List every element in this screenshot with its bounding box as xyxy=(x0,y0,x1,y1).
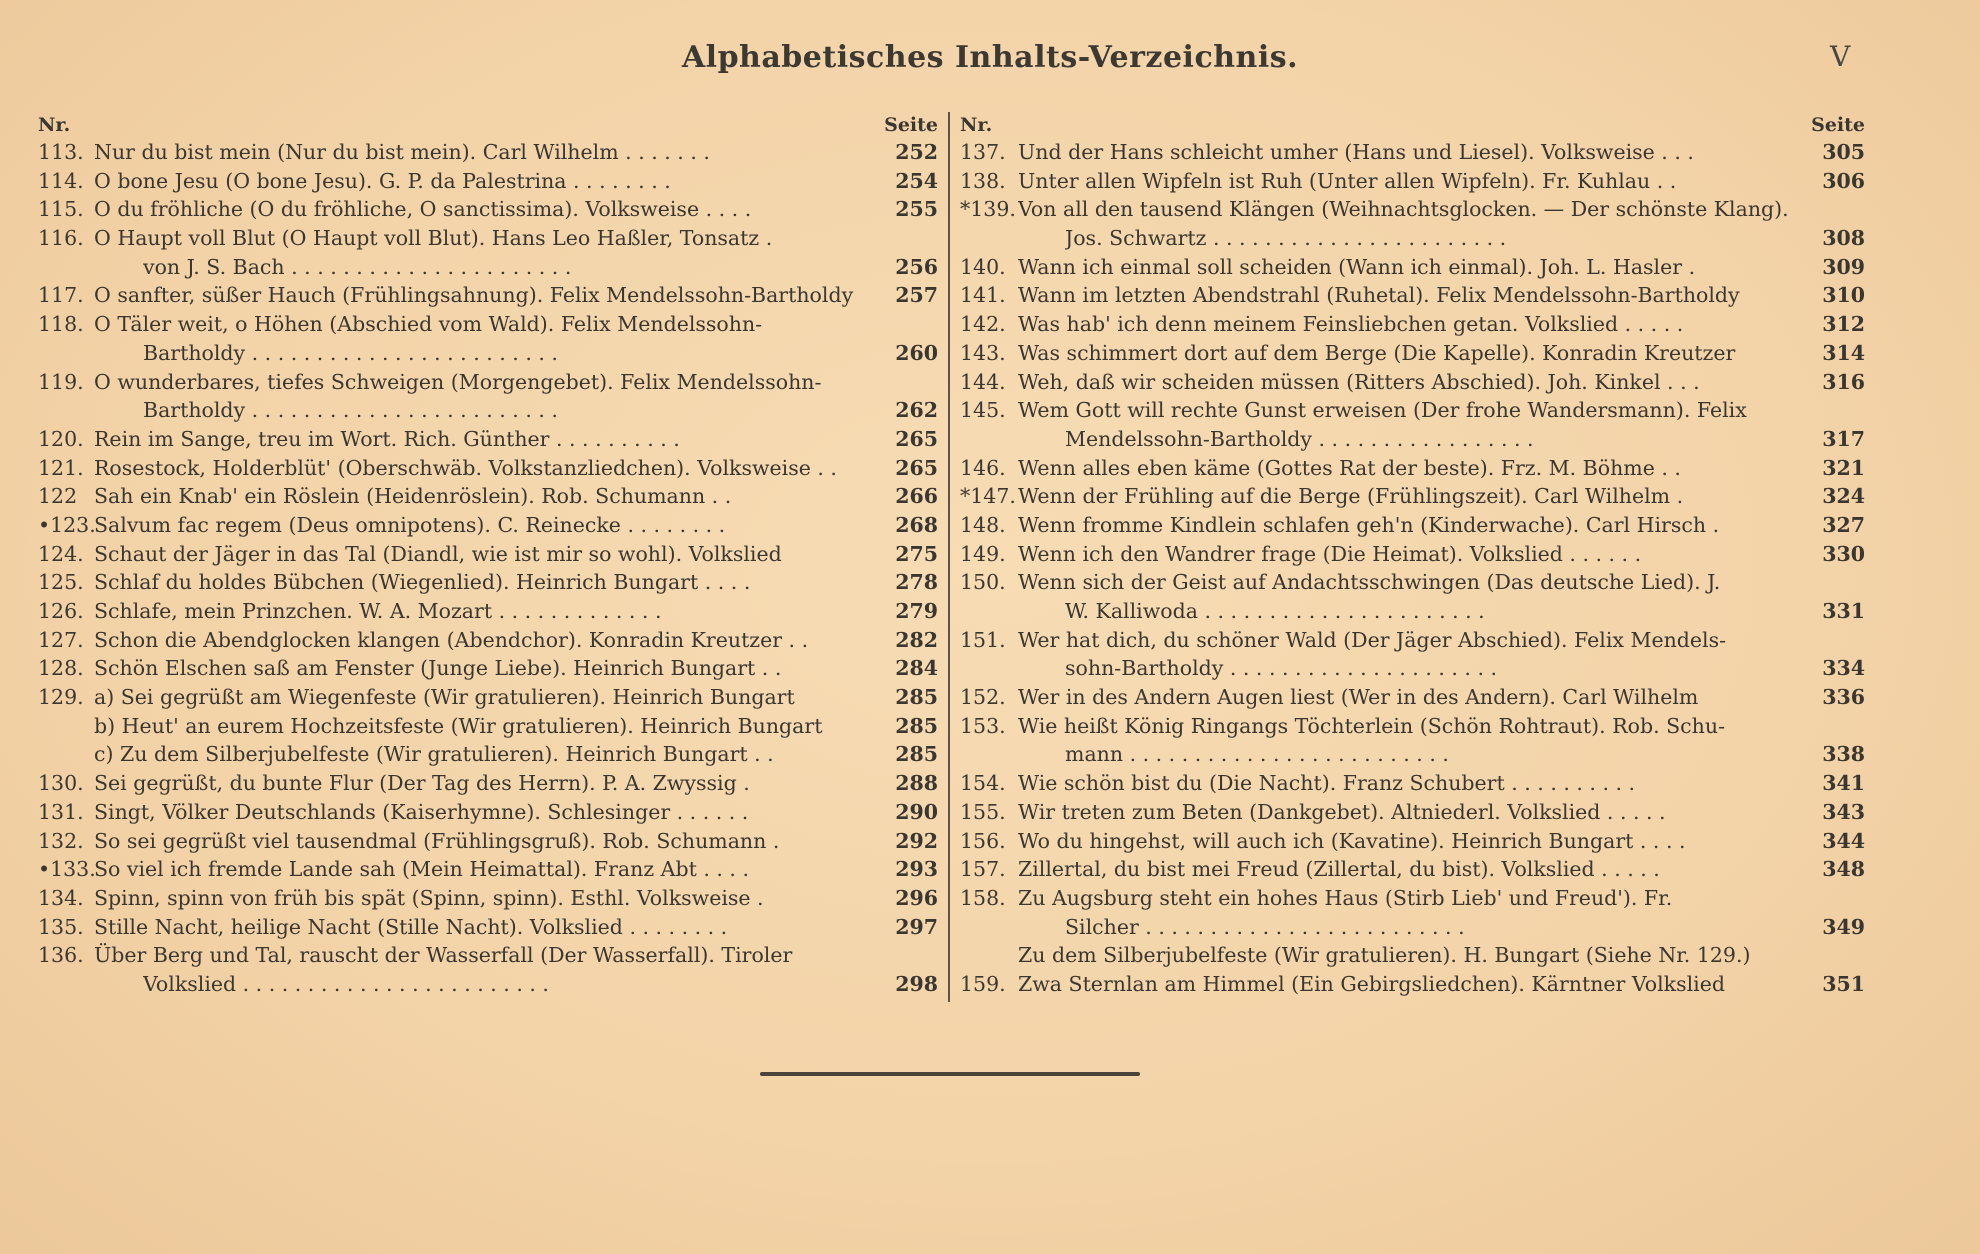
entry-number: 134. xyxy=(38,885,84,910)
index-entry xyxy=(38,195,938,224)
entry-title: O du fröhliche (O du fröhliche, O sanctissima). Volksweise . . . . xyxy=(94,197,752,222)
entry-number: 145. xyxy=(960,398,1006,423)
index-entry xyxy=(38,884,938,913)
entry-title: Was hab' ich denn meinem Feinsliebchen getan. Volkslied . . . . . xyxy=(1018,312,1684,337)
closing-rule xyxy=(760,1072,1140,1076)
entry-number: 119. xyxy=(38,369,84,394)
entry-title: Schlaf du holdes Bübchen (Wiegenlied). Heinrich Bungart . . . . xyxy=(94,570,751,595)
entry-number: 136. xyxy=(38,943,84,968)
entry-title: Schaut der Jäger in das Tal (Diandl, wie ist mir so wohl). Volkslied xyxy=(94,541,782,566)
entry-number: 132. xyxy=(38,828,84,853)
index-entry xyxy=(960,769,1865,798)
header-seite: Seite xyxy=(1811,114,1865,136)
header-nr: Nr. xyxy=(960,114,993,136)
entry-title: Silcher . . . . . . . . . . . . . . . . . . . . . . . . . xyxy=(1065,914,1465,939)
index-entry xyxy=(38,224,938,253)
entry-page: 266 xyxy=(895,484,938,509)
index-entry xyxy=(960,712,1865,741)
entry-page: 298 xyxy=(895,971,938,996)
entry-number: 130. xyxy=(38,771,84,796)
entry-title: b) Heut' an eurem Hochzeitsfeste (Wir gratulieren). Heinrich Bungart xyxy=(94,713,823,738)
entry-number: *139. xyxy=(960,197,1016,222)
entry-title: Über Berg und Tal, rauscht der Wasserfall (Der Wasserfall). Tiroler xyxy=(94,943,793,968)
entry-number: 129. xyxy=(38,685,84,710)
entry-title: Nur du bist mein (Nur du bist mein). Carl Wilhelm . . . . . . . xyxy=(94,140,710,164)
index-entry xyxy=(960,482,1865,511)
entry-note xyxy=(960,941,1865,970)
index-entry xyxy=(38,368,938,397)
column-header xyxy=(960,112,1865,138)
entry-number: 148. xyxy=(960,512,1006,537)
entry-page: 351 xyxy=(1822,971,1865,996)
entry-title: Singt, Völker Deutschlands (Kaiserhymne). Schlesinger . . . . . . xyxy=(94,799,749,824)
entry-title: Zu dem Silberjubelfeste (Wir gratulieren). H. Bungart (Siehe Nr. 129.) xyxy=(1018,943,1751,968)
entry-title: Wir treten zum Beten (Dankgebet). Altniederl. Volkslied . . . . . xyxy=(1018,799,1666,824)
entry-number: 159. xyxy=(960,971,1006,996)
entry-continuation xyxy=(960,224,1865,253)
index-entry xyxy=(960,138,1865,167)
entry-page: 296 xyxy=(895,885,938,910)
entry-number: 154. xyxy=(960,771,1006,796)
index-entry xyxy=(38,827,938,856)
entry-title: a) Sei gegrüßt am Wiegenfeste (Wir gratulieren). Heinrich Bungart xyxy=(94,685,795,710)
page-title: Alphabetisches Inhalts-Verzeichnis. xyxy=(681,40,1299,75)
entry-title: Wem Gott will rechte Gunst erweisen (Der frohe Wandersmann). Felix xyxy=(1018,398,1747,423)
index-entry xyxy=(960,368,1865,397)
index-entry xyxy=(38,654,938,683)
entry-page: 317 xyxy=(1822,426,1865,451)
entry-title: Rein im Sange, treu im Wort. Rich. Günther . . . . . . . . . . xyxy=(94,426,680,451)
index-column-left xyxy=(38,112,938,1002)
entry-title: Wer hat dich, du schöner Wald (Der Jäger Abschied). Felix Mendels- xyxy=(1018,627,1727,652)
entry-page: 310 xyxy=(1822,283,1865,308)
index-entry xyxy=(960,970,1865,999)
index-entry xyxy=(38,454,938,483)
entry-page: 331 xyxy=(1822,599,1865,623)
entry-continuation xyxy=(960,740,1865,769)
entry-number: 153. xyxy=(960,713,1006,738)
entry-title: Zu Augsburg steht ein hohes Haus (Stirb Lieb' und Freud'). Fr. xyxy=(1018,885,1673,910)
entry-number: 124. xyxy=(38,541,84,566)
entry-title: Was schimmert dort auf dem Berge (Die Kapelle). Konradin Kreutzer xyxy=(1018,340,1736,365)
index-entry xyxy=(960,167,1865,196)
entry-page: 282 xyxy=(895,627,938,652)
entry-title: Rosestock, Holderblüt' (Oberschwäb. Volkstanzliedchen). Volksweise . . xyxy=(94,455,837,480)
entry-number: 122 xyxy=(38,484,78,509)
entry-title: sohn-Bartholdy . . . . . . . . . . . . . . . . . . . . . xyxy=(1065,656,1498,681)
entry-number: 146. xyxy=(960,455,1006,480)
index-entry xyxy=(38,568,938,597)
entry-number: 158. xyxy=(960,885,1006,910)
entry-page: 343 xyxy=(1822,799,1865,824)
entry-page: 334 xyxy=(1822,656,1865,681)
entry-page: 262 xyxy=(895,398,938,423)
entry-page: 312 xyxy=(1822,312,1865,337)
entry-number: 118. xyxy=(38,312,84,337)
index-entry xyxy=(960,339,1865,368)
entry-page: 297 xyxy=(895,914,938,939)
column-header xyxy=(38,112,938,138)
entry-continuation xyxy=(960,425,1865,454)
entry-number: 116. xyxy=(38,226,84,251)
entry-page: 290 xyxy=(895,799,938,824)
index-entry xyxy=(38,683,938,712)
entry-title: O Haupt voll Blut (O Haupt voll Blut). Hans Leo Haßler, Tonsatz . xyxy=(94,226,773,251)
index-entry xyxy=(38,855,938,884)
entry-continuation xyxy=(38,253,938,282)
index-column-right xyxy=(960,112,1865,1002)
entry-number: •133. xyxy=(38,857,96,882)
entry-title: Bartholdy . . . . . . . . . . . . . . . . . . . . . . . . xyxy=(143,340,558,365)
index-entry xyxy=(960,683,1865,712)
entry-title: Wenn fromme Kindlein schlafen geh'n (Kinderwache). Carl Hirsch . xyxy=(1018,512,1720,537)
entry-number: 135. xyxy=(38,914,84,939)
entry-page: 338 xyxy=(1822,742,1865,767)
entry-title: Wie heißt König Ringangs Töchterlein (Schön Rohtraut). Rob. Schu- xyxy=(1018,713,1725,738)
entry-number: 151. xyxy=(960,627,1006,652)
entry-number: 113. xyxy=(38,140,84,164)
entry-page: 306 xyxy=(1822,168,1865,193)
entry-title: Wie schön bist du (Die Nacht). Franz Schubert . . . . . . . . . . xyxy=(1018,771,1636,796)
entry-page: 327 xyxy=(1822,512,1865,537)
entry-number: 138. xyxy=(960,168,1006,193)
entry-list-left xyxy=(38,138,938,999)
index-entry xyxy=(960,195,1865,224)
index-entry xyxy=(960,511,1865,540)
index-entry xyxy=(38,913,938,942)
entry-title: Jos. Schwartz . . . . . . . . . . . . . . . . . . . . . . . xyxy=(1065,226,1507,251)
index-entry xyxy=(960,798,1865,827)
entry-page: 275 xyxy=(895,541,938,566)
entry-number: 144. xyxy=(960,369,1006,394)
entry-number: 156. xyxy=(960,828,1006,853)
entry-page: 348 xyxy=(1822,857,1865,882)
entry-title: So sei gegrüßt viel tausendmal (Frühlingsgruß). Rob. Schumann . xyxy=(94,828,780,853)
entry-title: O sanfter, süßer Hauch (Frühlingsahnung). Felix Mendelssohn-Bartholdy xyxy=(94,283,854,308)
index-entry xyxy=(38,740,938,769)
entry-page: 285 xyxy=(895,713,938,738)
index-entry xyxy=(38,626,938,655)
entry-page: 288 xyxy=(895,771,938,796)
entry-page: 285 xyxy=(895,685,938,710)
index-entry xyxy=(960,310,1865,339)
entry-page: 316 xyxy=(1822,369,1865,394)
entry-page: 314 xyxy=(1822,340,1865,365)
index-entry xyxy=(38,712,938,741)
entry-page: 305 xyxy=(1822,140,1865,164)
entry-number: 115. xyxy=(38,197,84,222)
entry-number: 155. xyxy=(960,799,1006,824)
index-entry xyxy=(960,827,1865,856)
entry-title: Wenn der Frühling auf die Berge (Frühlingszeit). Carl Wilhelm . xyxy=(1018,484,1684,509)
entry-page: 308 xyxy=(1822,226,1865,251)
entry-title: So viel ich fremde Lande sah (Mein Heimattal). Franz Abt . . . . xyxy=(94,857,749,882)
index-entry xyxy=(38,310,938,339)
header-seite: Seite xyxy=(884,114,938,136)
entry-title: Mendelssohn-Bartholdy . . . . . . . . . . . . . . . . . xyxy=(1065,426,1534,451)
entry-title: c) Zu dem Silberjubelfeste (Wir gratulieren). Heinrich Bungart . . xyxy=(94,742,774,767)
index-entry xyxy=(38,798,938,827)
entry-number: 125. xyxy=(38,570,84,595)
entry-page: 268 xyxy=(895,512,938,537)
entry-page: 336 xyxy=(1822,685,1865,710)
entry-title: Bartholdy . . . . . . . . . . . . . . . . . . . . . . . . xyxy=(143,398,558,423)
entry-title: Wann ich einmal soll scheiden (Wann ich einmal). Joh. L. Hasler . xyxy=(1018,254,1696,279)
entry-number: 137. xyxy=(960,140,1006,164)
entry-page: 330 xyxy=(1822,541,1865,566)
index-entry xyxy=(960,568,1865,597)
entry-title: Wenn ich den Wandrer frage (Die Heimat). Volkslied . . . . . . xyxy=(1018,541,1642,566)
entry-title: Sah ein Knab' ein Röslein (Heidenröslein). Rob. Schumann . . xyxy=(94,484,732,509)
entry-number: 120. xyxy=(38,426,84,451)
entry-title: Sei gegrüßt, du bunte Flur (Der Tag des Herrn). P. A. Zwyssig . xyxy=(94,771,750,796)
index-entry xyxy=(38,511,938,540)
entry-continuation xyxy=(38,396,938,425)
entry-title: mann . . . . . . . . . . . . . . . . . . . . . . . . . xyxy=(1065,742,1449,767)
entry-title: Wenn alles eben käme (Gottes Rat der beste). Frz. M. Böhme . . xyxy=(1018,455,1681,480)
index-entry xyxy=(960,454,1865,483)
index-entry xyxy=(960,626,1865,655)
entry-title: Schön Elschen saß am Fenster (Junge Liebe). Heinrich Bungart . . xyxy=(94,656,782,681)
entry-page: 256 xyxy=(895,254,938,279)
entry-number: •123. xyxy=(38,512,96,537)
entry-page: 278 xyxy=(895,570,938,595)
index-entry xyxy=(38,281,938,310)
entry-title: Wenn sich der Geist auf Andachtsschwingen (Das deutsche Lied). J. xyxy=(1018,570,1721,595)
entry-title: von J. S. Bach . . . . . . . . . . . . . . . . . . . . . . xyxy=(143,254,572,279)
entry-page: 324 xyxy=(1822,484,1865,509)
entry-title: Weh, daß wir scheiden müssen (Ritters Abschied). Joh. Kinkel . . . xyxy=(1018,369,1700,394)
entry-title: Wann im letzten Abendstrahl (Ruhetal). Felix Mendelssohn-Bartholdy xyxy=(1018,283,1740,308)
entry-continuation xyxy=(38,339,938,368)
entry-title: Spinn, spinn von früh bis spät (Spinn, spinn). Esthl. Volksweise . xyxy=(94,885,764,910)
entry-number: 149. xyxy=(960,541,1006,566)
index-entry xyxy=(38,769,938,798)
entry-title: O Täler weit, o Höhen (Abschied vom Wald). Felix Mendelssohn- xyxy=(94,312,763,337)
entry-title: W. Kalliwoda . . . . . . . . . . . . . . . . . . . . . . xyxy=(1065,599,1485,623)
entry-number: 141. xyxy=(960,283,1006,308)
index-entry xyxy=(960,396,1865,425)
entry-continuation xyxy=(960,654,1865,683)
index-entry xyxy=(38,941,938,970)
entry-number: 121. xyxy=(38,455,84,480)
entry-page: 265 xyxy=(895,426,938,451)
entry-number: 131. xyxy=(38,799,84,824)
entry-page: 254 xyxy=(895,168,938,193)
entry-continuation xyxy=(38,970,938,999)
entry-number: 114. xyxy=(38,168,84,193)
index-entry xyxy=(38,167,938,196)
entry-number: 152. xyxy=(960,685,1006,710)
entry-page: 265 xyxy=(895,455,938,480)
index-entry xyxy=(960,855,1865,884)
index-entry xyxy=(38,425,938,454)
entry-title: Salvum fac regem (Deus omnipotens). C. Reinecke . . . . . . . . xyxy=(94,512,726,537)
entry-number: 143. xyxy=(960,340,1006,365)
entry-page: 341 xyxy=(1822,771,1865,796)
entry-title: O bone Jesu (O bone Jesu). G. P. da Palestrina . . . . . . . . xyxy=(94,168,671,193)
entry-number: 140. xyxy=(960,254,1006,279)
entry-page: 255 xyxy=(895,197,938,222)
entry-title: Wer in des Andern Augen liest (Wer in des Andern). Carl Wilhelm xyxy=(1018,685,1699,710)
column-divider xyxy=(948,112,950,1002)
entry-number: 117. xyxy=(38,283,84,308)
entry-page: 321 xyxy=(1822,455,1865,480)
page-number: V xyxy=(1830,40,1851,73)
entry-number: 126. xyxy=(38,599,84,623)
entry-title: Und der Hans schleicht umher (Hans und Liesel). Volksweise . . . xyxy=(1018,140,1694,164)
entry-page: 285 xyxy=(895,742,938,767)
header-nr: Nr. xyxy=(38,114,71,136)
entry-number: 142. xyxy=(960,312,1006,337)
entry-page: 257 xyxy=(895,283,938,308)
entry-list-right xyxy=(960,138,1865,999)
entry-title: Von all den tausend Klängen (Weihnachtsglocken. — Der schönste Klang). xyxy=(1018,197,1789,222)
entry-number: *147. xyxy=(960,484,1016,509)
entry-number: 157. xyxy=(960,857,1006,882)
entry-title: Zwa Sternlan am Himmel (Ein Gebirgsliedchen). Kärntner Volkslied xyxy=(1018,971,1725,996)
index-entry xyxy=(38,482,938,511)
entry-number: 128. xyxy=(38,656,84,681)
entry-number: 150. xyxy=(960,570,1006,595)
entry-number: 127. xyxy=(38,627,84,652)
entry-title: Schon die Abendglocken klangen (Abendchor). Konradin Kreutzer . . xyxy=(94,627,809,652)
entry-page: 284 xyxy=(895,656,938,681)
entry-title: Zillertal, du bist mei Freud (Zillertal, du bist). Volkslied . . . . . xyxy=(1018,857,1660,882)
entry-title: Wo du hingehst, will auch ich (Kavatine). Heinrich Bungart . . . . xyxy=(1018,828,1686,853)
entry-page: 252 xyxy=(895,140,938,164)
entry-page: 279 xyxy=(895,599,938,623)
entry-page: 344 xyxy=(1822,828,1865,853)
entry-title: Schlafe, mein Prinzchen. W. A. Mozart . . . . . . . . . . . . . xyxy=(94,599,662,623)
index-entry xyxy=(960,253,1865,282)
entry-continuation xyxy=(960,597,1865,626)
index-entry xyxy=(960,281,1865,310)
index-entry xyxy=(38,540,938,569)
entry-title: Stille Nacht, heilige Nacht (Stille Nacht). Volkslied . . . . . . . . xyxy=(94,914,728,939)
index-entry xyxy=(960,540,1865,569)
entry-page: 309 xyxy=(1822,254,1865,279)
entry-page: 349 xyxy=(1822,914,1865,939)
entry-continuation xyxy=(960,913,1865,942)
index-entry xyxy=(38,597,938,626)
entry-page: 292 xyxy=(895,828,938,853)
entry-title: O wunderbares, tiefes Schweigen (Morgengebet). Felix Mendelssohn- xyxy=(94,369,822,394)
entry-page: 260 xyxy=(895,340,938,365)
entry-page: 293 xyxy=(895,857,938,882)
index-entry xyxy=(960,884,1865,913)
index-entry xyxy=(38,138,938,167)
entry-title: Volkslied . . . . . . . . . . . . . . . . . . . . . . . . xyxy=(143,971,549,996)
entry-title: Unter allen Wipfeln ist Ruh (Unter allen Wipfeln). Fr. Kuhlau . . xyxy=(1018,168,1677,193)
